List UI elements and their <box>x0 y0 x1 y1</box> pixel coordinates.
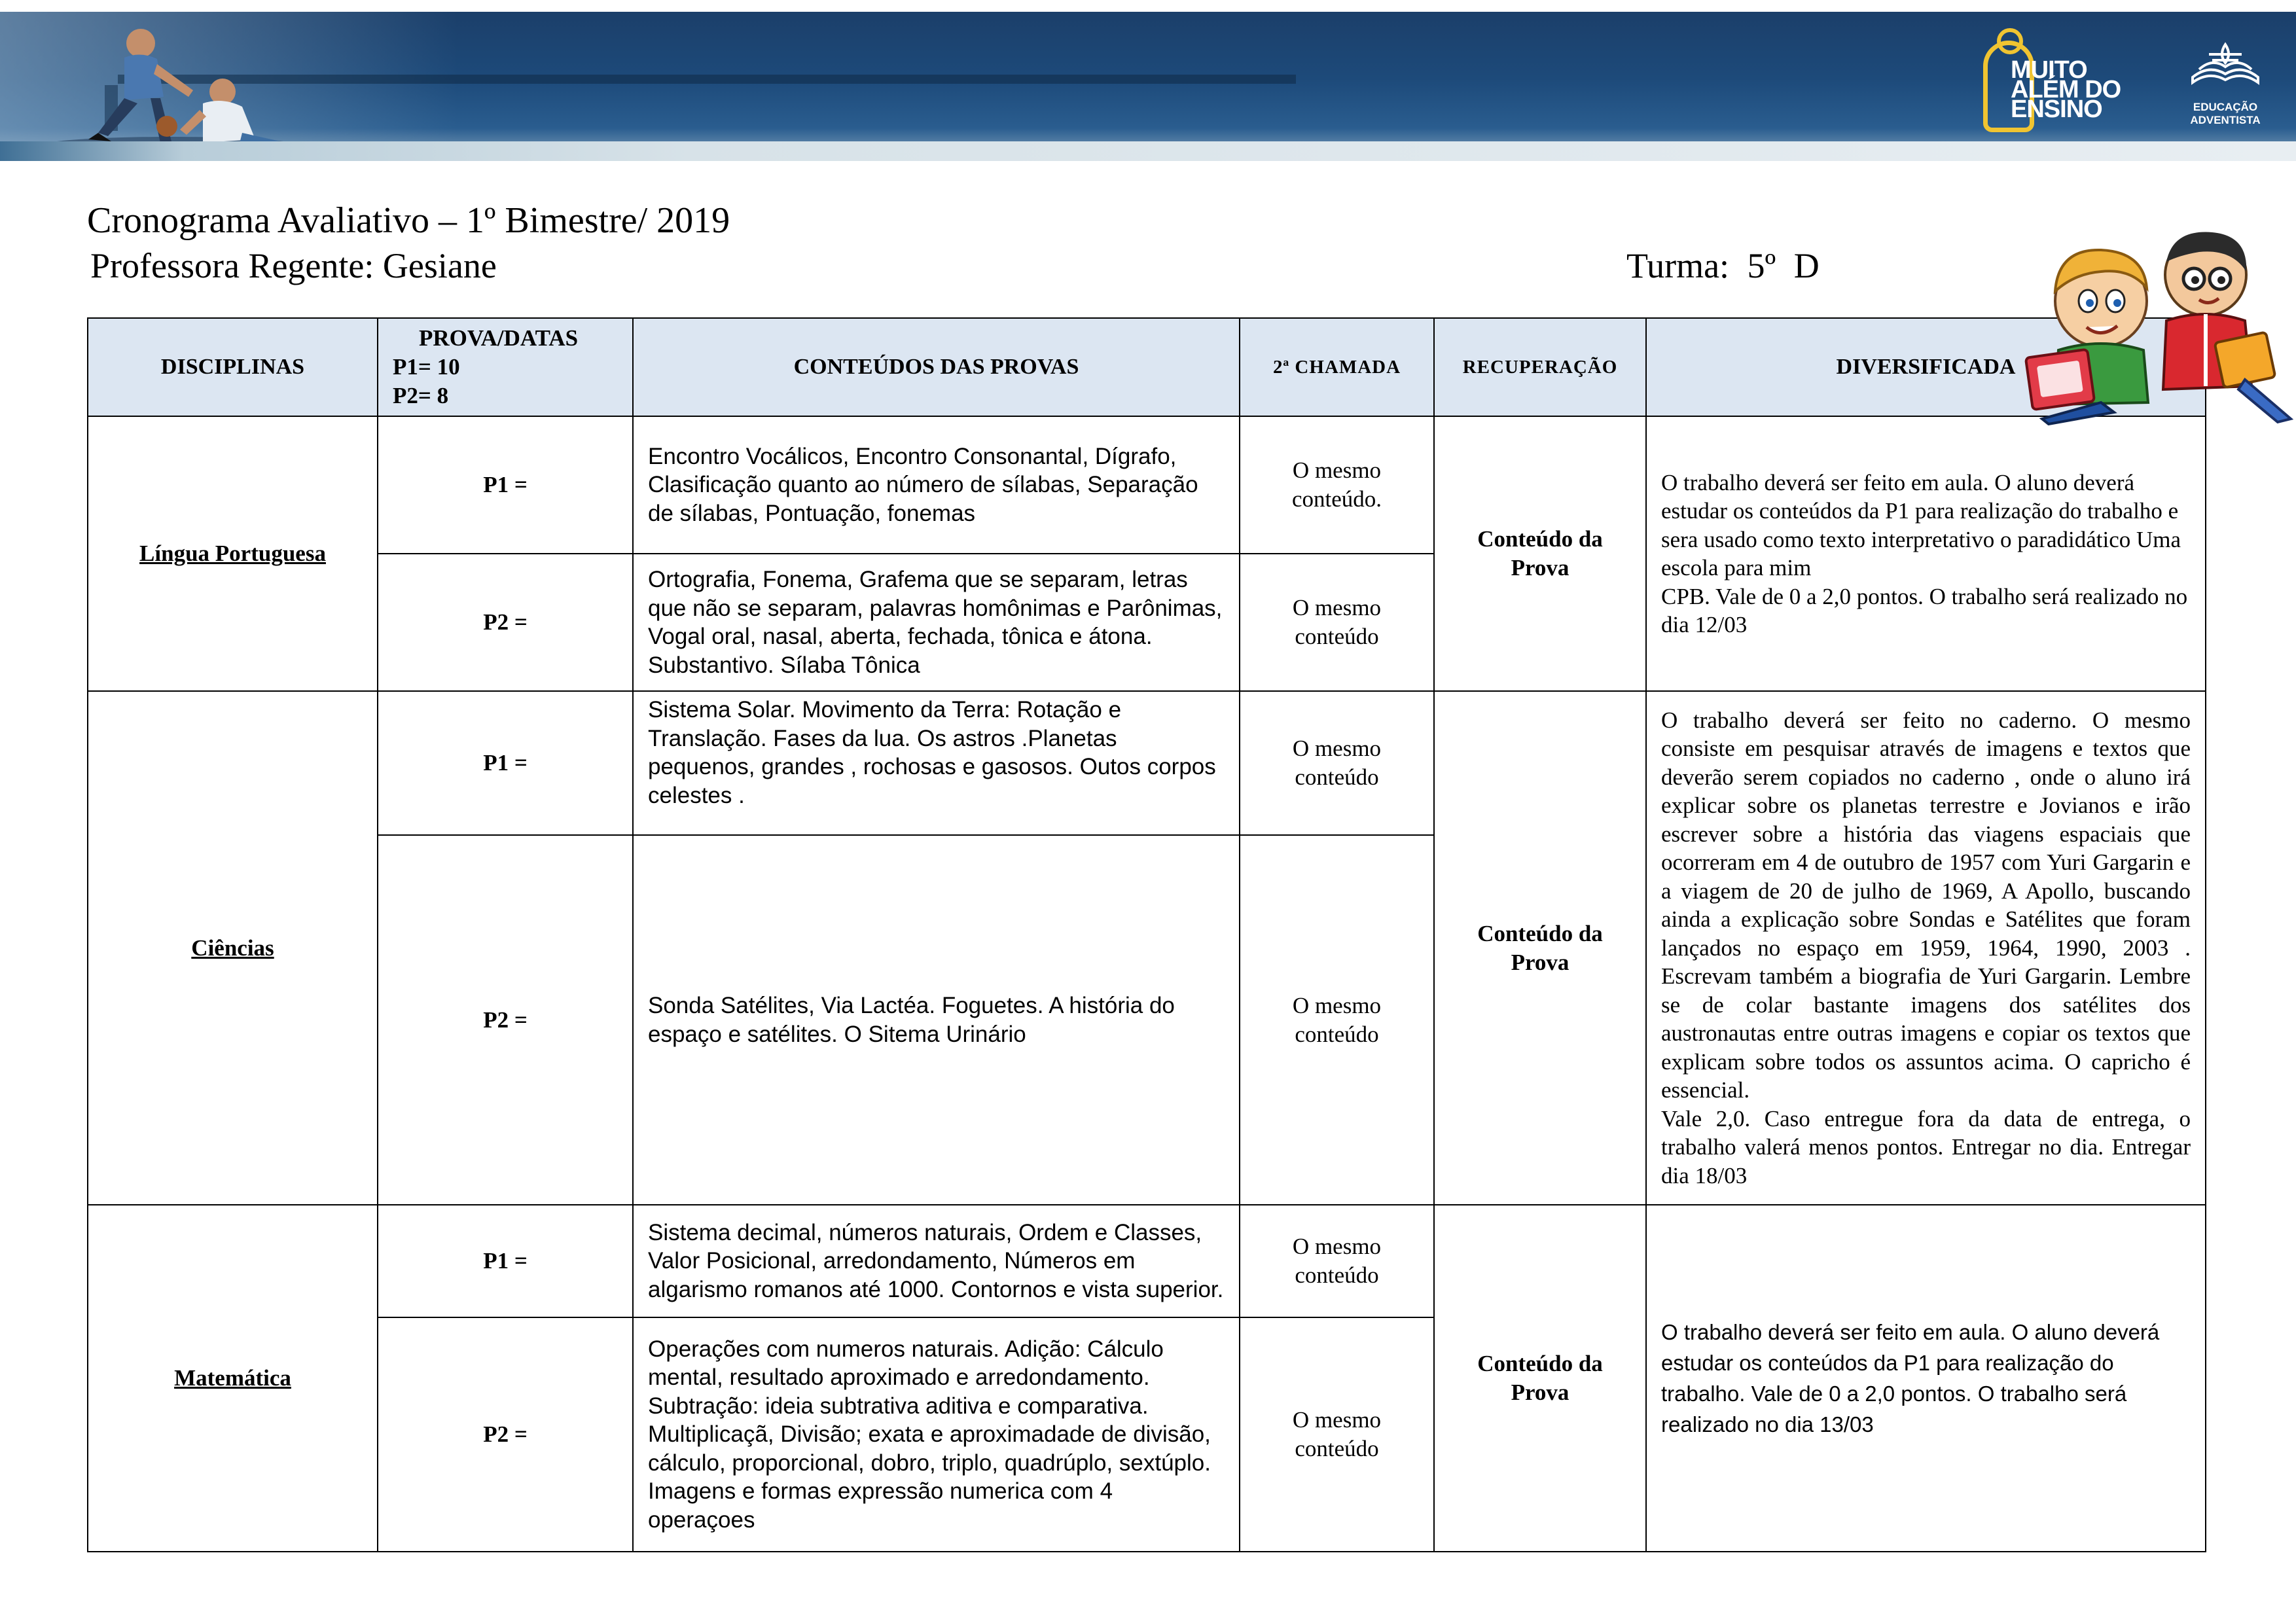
teacher-name: Professora Regente: Gesiane <box>90 246 497 285</box>
subject-matematica: Matemática <box>87 1204 378 1552</box>
ci-p1-label: P1 = <box>377 690 634 836</box>
ma-recuperacao: Conteúdo da Prova <box>1433 1204 1647 1552</box>
p1-date: P1= 10 <box>393 354 460 380</box>
header-diversificada: DIVERSIFICADA <box>1645 317 2206 417</box>
lp-p1-chamada: O mesmo conteúdo. <box>1239 416 1435 554</box>
header-disciplinas: DISCIPLINAS <box>87 317 378 417</box>
prova-datas-label: PROVA/DATAS <box>419 325 579 351</box>
ma-p1-label: P1 = <box>377 1204 634 1318</box>
ci-p2-content: Sonda Satélites, Via Lactéa. Foguetes. A história do espaço e satélites. O Sitema Urinário <box>632 834 1240 1205</box>
header-banner <box>0 12 2296 161</box>
header-prova-datas <box>377 317 634 417</box>
ci-p1-chamada: O mesmo conteúdo <box>1239 690 1435 836</box>
ci-recuperacao: Conteúdo da Prova <box>1433 690 1647 1205</box>
lp-recuperacao: Conteúdo da Prova <box>1433 416 1647 692</box>
page-title: Cronograma Avaliativo – 1º Bimestre/ 2019 <box>87 200 730 241</box>
p2-date: P2= 8 <box>393 383 449 408</box>
ci-p1-content: Sistema Solar. Movimento da Terra: Rotação e Translação. Fases da lua. Os astros .Planetas pequenos, grandes , rochosas e gasosos. Outos corpos celestes . <box>632 690 1240 836</box>
ci-diversificada: O trabalho deverá ser feito no caderno. O mesmo consiste em pesquisar através de imagens e textos que deverão serem copiados no caderno , onde o aluno irá explicar sobre os planetas terrestre e Jovianos e irão escrever sobre a história das viagens espaciais que ocorreram em 4 de outubro de 1957 com Yuri Gargarin e a viagem de 20 de julho de 1969, A Apollo, buscando ainda a explicação sobre Sondas e Satélites que foram lançados no espaço em 1959, 1964, 1990, 2003 . Escrevam também a biografia de Yuri Gargarin. Lembre se de colar bastante imagens dos satélites dos austronautas entre outras imagens e copiar os textos que explicam sobre todos os assuntos acima. O capricho é essencial. Vale 2,0. Caso entregue fora da data de entrega, o trabalho valerá menos pontos. Entregar no dia. Entregar dia 18/03 <box>1645 690 2206 1205</box>
subject-lingua-portuguesa: Língua Portuguesa <box>87 416 378 692</box>
banner-stripe <box>0 141 2296 161</box>
lp-diversificada: O trabalho deverá ser feito em aula. O aluno deverá estudar os conteúdos da P1 para realização do trabalho e sera usado como texto interpretativo o paradidático Uma escola para mim CPB. Vale de 0 a 2,0 pontos. O trabalho será realizado no dia 12/03 <box>1645 416 2206 692</box>
header-conteudos: CONTEÚDOS DAS PROVAS <box>632 317 1240 417</box>
header-recuperacao: RECUPERAÇÃO <box>1433 317 1647 417</box>
logo-mae-text: MUITO ALÉM DO ENSINO <box>2011 56 2121 123</box>
open-book-flame-icon <box>2186 38 2265 97</box>
lightbulb-logo <box>1983 34 2166 139</box>
kids-reading-clipart <box>2003 223 2296 425</box>
ma-p2-content: Operações com numeros naturais. Adição: Cálculo mental, resultado aproximado e arredondamento. Subtração: ideia subtrativa aditiva e comparativa. Multiplicaçã, Divisão; exata e aproximadade de divisão, cálculo, proporcional, dobro, triplo, quadrúplo, sextúplo. Imagens e formas expressão numerica com 4 operaçoes <box>632 1317 1240 1552</box>
lp-p2-content: Ortografia, Fonema, Grafema que se separam, letras que não se separam, palavras homônimas e Parônimas, Vogal oral, nasal, aberta, fechada, tônica e átona. Substantivo. Sílaba Tônica <box>632 553 1240 692</box>
ci-p2-label: P2 = <box>377 834 634 1205</box>
lp-p1-label: P1 = <box>377 416 634 554</box>
ma-p1-chamada: O mesmo conteúdo <box>1239 1204 1435 1318</box>
ci-p2-chamada: O mesmo conteúdo <box>1239 834 1435 1205</box>
lp-p2-chamada: O mesmo conteúdo <box>1239 553 1435 692</box>
students-playing-photo <box>26 18 327 156</box>
lp-p1-content: Encontro Vocálicos, Encontro Consonantal, Dígrafo, Clasificação quanto ao número de sílabas, Separação de sílabas, Pontuação, fonemas <box>632 416 1240 554</box>
logo-adv-text: EDUCAÇÃO ADVENTISTA <box>2190 101 2261 126</box>
ma-diversificada: O trabalho deverá ser feito em aula. O aluno deverá estudar os conteúdos da P1 para realização do trabalho. Vale de 0 a 2,0 pontos. O trabalho será realizado no dia 13/03 <box>1645 1204 2206 1552</box>
subject-ciencias: Ciências <box>87 690 378 1205</box>
ma-p2-label: P2 = <box>377 1317 634 1552</box>
class-turma: Turma: 5º D <box>1626 246 1820 285</box>
schedule-table <box>87 317 2206 1552</box>
ma-p1-content: Sistema decimal, números naturais, Ordem e Classes, Valor Posicional, arredondamento, Números em algarismo romanos até 1000. Contornos e vista superior. <box>632 1204 1240 1318</box>
lp-p2-label: P2 = <box>377 553 634 692</box>
ma-p2-chamada: O mesmo conteúdo <box>1239 1317 1435 1552</box>
header-chamada: 2ª CHAMADA <box>1239 317 1435 417</box>
adventist-education-logo <box>2173 38 2278 136</box>
